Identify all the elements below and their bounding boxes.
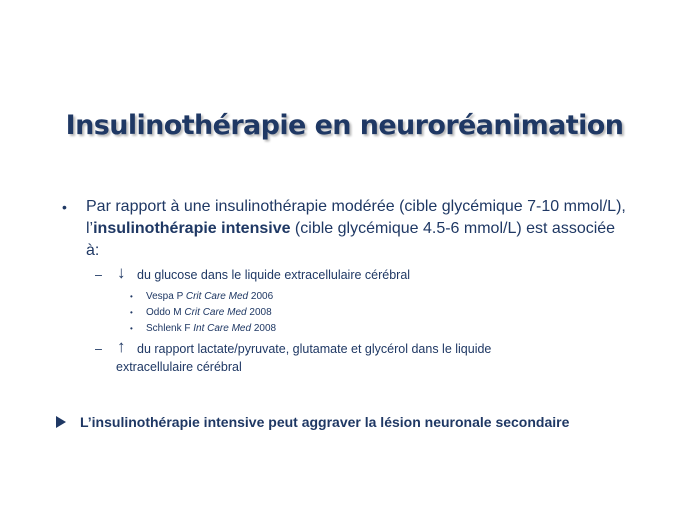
sub-bullet-text: du glucose dans le liquide extracellulaire cérébral xyxy=(137,268,411,282)
reference-item xyxy=(130,290,273,304)
sub-bullet-text-line1: du rapport lactate/pyruvate, glutamate et glycérol dans le liquide xyxy=(137,342,492,356)
bullet-dot-icon: • xyxy=(130,324,133,333)
slide-title: Insulinothérapie en neuroréanimation xyxy=(65,110,624,141)
bullet-dot-icon: • xyxy=(62,199,67,215)
reference-item xyxy=(130,306,272,320)
main-bullet-bold: insulinothérapie intensive xyxy=(93,220,291,237)
conclusion xyxy=(56,414,569,430)
arrowhead-bullet-icon xyxy=(56,416,66,428)
conclusion-text: L’insulinothérapie intensive peut aggraver la lésion neuronale secondaire xyxy=(80,414,570,430)
sub-bullet-glucose xyxy=(95,263,515,284)
bullet-dot-icon: • xyxy=(130,308,133,317)
main-bullet-part2: (cible glycémique 4.5-6 mmol/L) est associée à: xyxy=(86,220,616,259)
dash-marker: – xyxy=(95,342,102,356)
sub-bullet-text-line2: extracellulaire cérébral xyxy=(116,360,242,374)
dash-marker: – xyxy=(95,268,102,282)
down-arrow-icon: ↓ xyxy=(117,263,126,282)
reference-text: Vespa P Crit Care Med 2006 xyxy=(146,291,274,302)
reference-item xyxy=(130,322,276,336)
main-bullet-part1: Par rapport à une insulinothérapie modérée (cible glycémique 7-10 mmol/L), l’ xyxy=(86,198,626,237)
bullet-dot-icon: • xyxy=(130,292,133,301)
main-bullet-text xyxy=(86,196,632,262)
reference-text: Oddo M Crit Care Med 2008 xyxy=(146,307,272,318)
reference-text: Schlenk F Int Care Med 2008 xyxy=(146,323,277,334)
up-arrow-icon: ↑ xyxy=(117,337,126,356)
sub-bullet-ratio xyxy=(95,337,565,376)
main-bullet xyxy=(62,196,632,262)
